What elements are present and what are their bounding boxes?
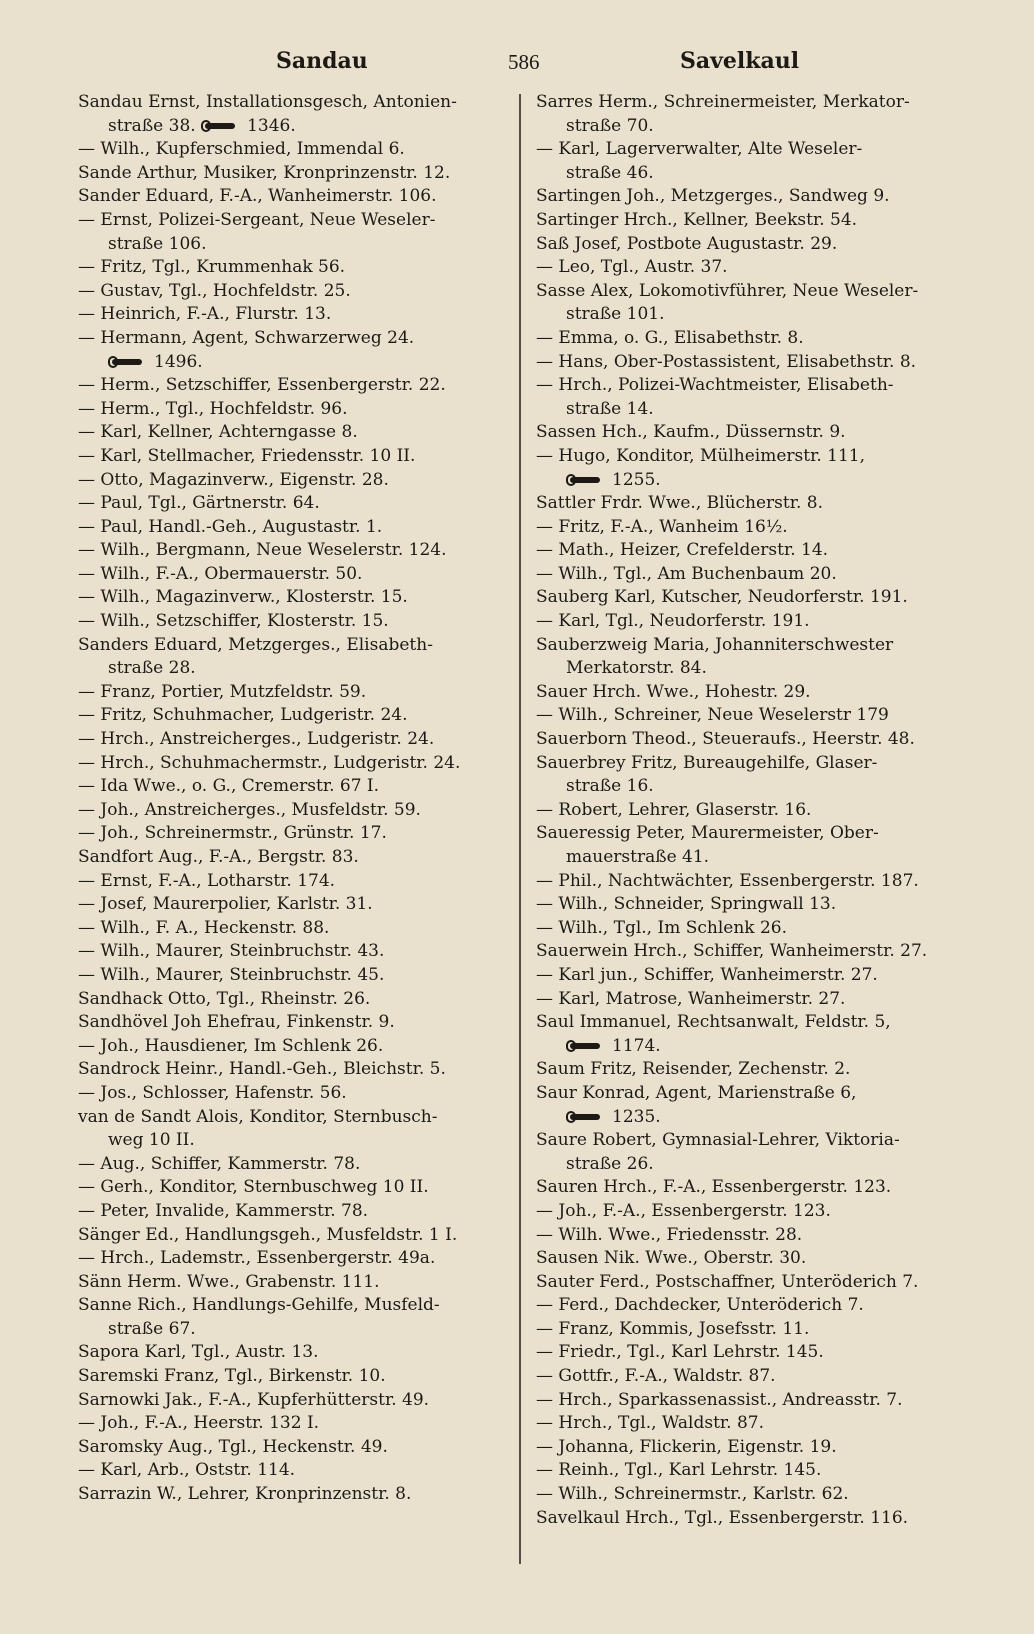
entry-text: — Herm., Tgl., Hochfeldstr. 96. xyxy=(78,398,348,419)
telephone-icon xyxy=(108,356,148,369)
entry-text: — Gerh., Konditor, Sternbuschweg 10 II. xyxy=(78,1177,429,1198)
entry-text: Sartinger Hrch., Kellner, Beekstr. 54. xyxy=(536,209,858,230)
entry-text: Sauerwein Hrch., Schiffer, Wanheimerstr. 27. xyxy=(536,941,928,962)
directory-entry-line xyxy=(536,91,968,115)
entry-text: — Hrch., Schuhmachermstr., Ludgeristr. 24. xyxy=(78,752,461,773)
directory-entry-line xyxy=(78,1483,510,1507)
entry-text: — Aug., Schiffer, Kammerstr. 78. xyxy=(78,1153,361,1174)
entry-text: — Joh., Anstreicherges., Musfeldstr. 59. xyxy=(78,799,421,820)
directory-entry-line xyxy=(78,563,510,587)
entry-text: — Phil., Nachtwächter, Essenbergerstr. 187. xyxy=(536,870,919,891)
directory-entry-line xyxy=(78,1035,510,1059)
entry-text: — Karl, Kellner, Achterngasse 8. xyxy=(78,422,358,443)
entry-text: — Wilh., Setzschiffer, Klosterstr. 15. xyxy=(78,611,389,632)
directory-entry-line xyxy=(536,280,968,304)
directory-entry-line xyxy=(536,398,968,422)
directory-entry-line xyxy=(536,469,968,493)
entry-text: — Hermann, Agent, Schwarzerweg 24. xyxy=(78,327,415,348)
telephone-number: 1496. xyxy=(154,351,203,372)
entry-text: — Hrch., Tgl., Waldstr. 87. xyxy=(536,1413,765,1434)
directory-entry-line xyxy=(78,303,510,327)
directory-entry-line xyxy=(536,1129,968,1153)
entry-text: — Ida Wwe., o. G., Cremerstr. 67 I. xyxy=(78,776,380,797)
telephone-icon xyxy=(566,1040,606,1053)
directory-entry-line xyxy=(536,1341,968,1365)
telephone-icon xyxy=(201,120,241,133)
entry-text: — Robert, Lehrer, Glaserstr. 16. xyxy=(536,799,812,820)
directory-entry-line xyxy=(536,492,968,516)
directory-entry-line xyxy=(78,870,510,894)
entry-text: — Gottfr., F.-A., Waldstr. 87. xyxy=(536,1366,776,1387)
directory-entry-line xyxy=(536,138,968,162)
entry-text: Sander Eduard, F.-A., Wanheimerstr. 106. xyxy=(78,186,437,207)
directory-entry-line xyxy=(536,209,968,233)
directory-entry-line xyxy=(536,1318,968,1342)
directory-entry-line xyxy=(78,1389,510,1413)
directory-entry-line xyxy=(78,162,510,186)
right-column xyxy=(536,91,968,1530)
entry-text: — Paul, Handl.-Geh., Augustastr. 1. xyxy=(78,516,383,537)
entry-text: Saum Fritz, Reisender, Zechenstr. 2. xyxy=(536,1059,851,1080)
entry-text: Sandhack Otto, Tgl., Rheinstr. 26. xyxy=(78,988,371,1009)
entry-text: Sandau Ernst, Installationsgesch, Antonien- xyxy=(78,92,457,112)
column-divider xyxy=(519,94,521,1564)
entry-text: Sauren Hrch., F.-A., Essenbergerstr. 123. xyxy=(536,1177,892,1198)
directory-entry-line xyxy=(536,1507,968,1531)
directory-entry-line xyxy=(536,940,968,964)
directory-entry-line xyxy=(78,1011,510,1035)
entry-text: Sassen Hch., Kaufm., Düssernstr. 9. xyxy=(536,422,846,443)
directory-entry-line xyxy=(78,185,510,209)
entry-text: — Hrch., Anstreicherges., Ludgeristr. 24. xyxy=(78,729,435,750)
entry-text: — Peter, Invalide, Kammerstr. 78. xyxy=(78,1200,369,1221)
directory-entry-line xyxy=(536,799,968,823)
directory-entry-line xyxy=(536,185,968,209)
entry-text: — Wilh., Tgl., Am Buchenbaum 20. xyxy=(536,563,837,584)
telephone-number: 1346. xyxy=(247,115,296,136)
entry-text: Sausen Nik. Wwe., Oberstr. 30. xyxy=(536,1248,807,1269)
directory-entry-line xyxy=(536,1058,968,1082)
directory-entry-line xyxy=(78,280,510,304)
directory-entry-line xyxy=(536,964,968,988)
directory-entry-line xyxy=(536,610,968,634)
entry-text: Saur Konrad, Agent, Marienstraße 6, xyxy=(536,1082,857,1103)
entry-text: — Ernst, F.-A., Lotharstr. 174. xyxy=(78,870,336,891)
directory-entry-line xyxy=(78,138,510,162)
directory-entry-line xyxy=(536,657,968,681)
entry-text: Sarres Herm., Schreinermeister, Merkator- xyxy=(536,92,910,112)
directory-entry-line xyxy=(78,728,510,752)
directory-entry-line xyxy=(78,657,510,681)
entry-text: Sauer Hrch. Wwe., Hohestr. 29. xyxy=(536,681,811,702)
directory-entry-line xyxy=(536,1153,968,1177)
directory-entry-line xyxy=(536,634,968,658)
directory-entry-line xyxy=(78,469,510,493)
entry-text: straße 106. xyxy=(108,233,207,254)
directory-entry-line xyxy=(78,1058,510,1082)
directory-entry-line xyxy=(78,1129,510,1153)
directory-entry-line xyxy=(78,445,510,469)
directory-entry-line xyxy=(536,752,968,776)
left-column xyxy=(78,91,510,1507)
entry-text: — Joh., Schreinermstr., Grünstr. 17. xyxy=(78,823,387,844)
directory-entry-line xyxy=(78,704,510,728)
entry-text: Sänn Herm. Wwe., Grabenstr. 111. xyxy=(78,1271,380,1292)
directory-entry-line xyxy=(536,1247,968,1271)
entry-text: — Karl jun., Schiffer, Wanheimerstr. 27. xyxy=(536,964,878,985)
directory-entry-line xyxy=(536,1389,968,1413)
entry-text: Saß Josef, Postbote Augustastr. 29. xyxy=(536,233,838,254)
directory-entry-line xyxy=(536,1082,968,1106)
directory-entry-line xyxy=(78,1436,510,1460)
directory-entry-line xyxy=(78,846,510,870)
directory-entry-line xyxy=(78,351,510,375)
directory-entry-line xyxy=(78,1318,510,1342)
entry-text: — Hugo, Konditor, Mülheimerstr. 111, xyxy=(536,445,866,466)
directory-entry-line xyxy=(78,1224,510,1248)
entry-text: — Paul, Tgl., Gärtnerstr. 64. xyxy=(78,493,320,514)
directory-entry-line xyxy=(78,516,510,540)
directory-entry-line xyxy=(78,893,510,917)
directory-entry-line xyxy=(536,704,968,728)
entry-text: — Franz, Kommis, Josefsstr. 11. xyxy=(536,1318,810,1339)
directory-entry-line xyxy=(78,1082,510,1106)
directory-entry-line xyxy=(536,1035,968,1059)
directory-entry-line xyxy=(536,728,968,752)
directory-entry-line xyxy=(78,398,510,422)
entry-text: straße 101. xyxy=(566,304,665,325)
directory-entry-line xyxy=(78,1106,510,1130)
directory-entry-line xyxy=(78,940,510,964)
header-right-keyword: Savelkaul xyxy=(680,48,800,74)
directory-entry-line xyxy=(536,1011,968,1035)
entry-text: Sandhövel Joh Ehefrau, Finkenstr. 9. xyxy=(78,1012,395,1033)
directory-entry-line xyxy=(78,610,510,634)
entry-text: — Wilh., Schneider, Springwall 13. xyxy=(536,894,837,915)
directory-entry-line xyxy=(536,256,968,280)
directory-entry-line xyxy=(78,681,510,705)
entry-text: Sattler Frdr. Wwe., Blücherstr. 8. xyxy=(536,493,824,514)
entry-text: straße 26. xyxy=(566,1153,654,1174)
directory-entry-line xyxy=(78,374,510,398)
directory-entry-line xyxy=(78,1271,510,1295)
directory-entry-line xyxy=(78,822,510,846)
telephone-number: 1235. xyxy=(612,1106,661,1127)
entry-text: Sauerborn Theod., Steueraufs., Heerstr. 48. xyxy=(536,729,915,750)
telephone-number: 1174. xyxy=(612,1035,661,1056)
entry-text: Sauerbrey Fritz, Bureaugehilfe, Glaser- xyxy=(536,752,878,773)
entry-text: — Gustav, Tgl., Hochfeldstr. 25. xyxy=(78,280,351,301)
directory-entry-line xyxy=(78,1200,510,1224)
entry-text: — Wilh., Magazinverw., Klosterstr. 15. xyxy=(78,587,408,608)
directory-entry-line xyxy=(536,563,968,587)
directory-entry-line xyxy=(536,1176,968,1200)
entry-text: — Wilh. Wwe., Friedensstr. 28. xyxy=(536,1224,803,1245)
entry-text: — Ernst, Polizei-Sergeant, Neue Weseler- xyxy=(78,209,436,230)
directory-entry-line xyxy=(78,327,510,351)
entry-text: — Ferd., Dachdecker, Unteröderich 7. xyxy=(536,1295,864,1316)
entry-text: Sauter Ferd., Postschaffner, Unteröderich 7. xyxy=(536,1271,919,1292)
directory-entry-line xyxy=(78,917,510,941)
directory-entry-line xyxy=(78,421,510,445)
directory-entry-line xyxy=(536,162,968,186)
entry-text: — Jos., Schlosser, Hafenstr. 56. xyxy=(78,1082,347,1103)
header-left-keyword: Sandau xyxy=(276,48,368,74)
entry-text: Sanne Rich., Handlungs-Gehilfe, Musfeld- xyxy=(78,1295,440,1316)
entry-text: — Herm., Setzschiffer, Essenbergerstr. 22. xyxy=(78,375,446,396)
directory-entry-line xyxy=(536,1459,968,1483)
directory-entry-line xyxy=(536,374,968,398)
directory-entry-line xyxy=(78,1294,510,1318)
directory-entry-line xyxy=(536,539,968,563)
entry-text: — Franz, Portier, Mutzfeldstr. 59. xyxy=(78,681,367,702)
entry-text: straße 46. xyxy=(566,162,654,183)
entry-text: straße 70. xyxy=(566,115,654,136)
directory-entry-line xyxy=(78,634,510,658)
entry-text: — Karl, Arb., Oststr. 114. xyxy=(78,1460,296,1481)
entry-text: mauerstraße 41. xyxy=(566,847,710,867)
entry-text: — Fritz, Schuhmacher, Ludgeristr. 24. xyxy=(78,705,408,726)
directory-entry-line xyxy=(536,233,968,257)
telephone-number: 1255. xyxy=(612,469,661,490)
entry-text: — Joh., F.-A., Essenbergerstr. 123. xyxy=(536,1200,831,1221)
entry-text: Sarnowki Jak., F.-A., Kupferhütterstr. 49. xyxy=(78,1389,430,1410)
entry-text: — Emma, o. G., Elisabethstr. 8. xyxy=(536,327,804,348)
entry-text: — Fritz, F.-A., Wanheim 16½. xyxy=(536,516,788,537)
entry-text: — Karl, Tgl., Neudorferstr. 191. xyxy=(536,611,810,632)
entry-text: Sänger Ed., Handlungsgeh., Musfeldstr. 1 I. xyxy=(78,1224,458,1245)
directory-entry-line xyxy=(536,846,968,870)
directory-entry-line xyxy=(536,1436,968,1460)
directory-entry-line xyxy=(78,964,510,988)
directory-entry-line xyxy=(78,586,510,610)
entry-text: Sandrock Heinr., Handl.-Geh., Bleichstr. 5. xyxy=(78,1059,446,1080)
entry-text: — Karl, Lagerverwalter, Alte Weseler- xyxy=(536,139,863,160)
entry-text: — Friedr., Tgl., Karl Lehrstr. 145. xyxy=(536,1342,824,1363)
entry-text: Sande Arthur, Musiker, Kronprinzenstr. 12. xyxy=(78,162,451,183)
entry-text: — Joh., Hausdiener, Im Schlenk 26. xyxy=(78,1035,384,1056)
entry-text: Sanders Eduard, Metzgerges., Elisabeth- xyxy=(78,634,433,655)
entry-text: Sandfort Aug., F.-A., Bergstr. 83. xyxy=(78,847,359,867)
directory-entry-line xyxy=(78,775,510,799)
directory-entry-line xyxy=(536,351,968,375)
directory-entry-line xyxy=(536,421,968,445)
entry-text: Sarrazin W., Lehrer, Kronprinzenstr. 8. xyxy=(78,1484,412,1505)
entry-text: — Karl, Matrose, Wanheimerstr. 27. xyxy=(536,988,846,1009)
entry-text: — Hrch., Sparkassenassist., Andreasstr. 7. xyxy=(536,1389,903,1410)
entry-text: straße 67. xyxy=(108,1318,196,1339)
directory-entry-line xyxy=(536,1106,968,1130)
directory-entry-line xyxy=(78,233,510,257)
entry-text: — Josef, Maurerpolier, Karlstr. 31. xyxy=(78,894,373,915)
directory-entry-line xyxy=(536,822,968,846)
entry-text: — Wilh., Schreiner, Neue Weselerstr 179 xyxy=(536,705,889,726)
directory-entry-line xyxy=(78,256,510,280)
directory-entry-line xyxy=(536,1294,968,1318)
directory-entry-line xyxy=(536,893,968,917)
directory-entry-line xyxy=(78,209,510,233)
telephone-icon xyxy=(566,1111,606,1124)
page-header xyxy=(78,48,970,84)
entry-text: van de Sandt Alois, Konditor, Sternbusch- xyxy=(78,1106,438,1127)
entry-text: Saueressig Peter, Maurermeister, Ober- xyxy=(536,823,879,844)
directory-entry-line xyxy=(536,445,968,469)
directory-entry-line xyxy=(78,1153,510,1177)
directory-entry-line xyxy=(78,539,510,563)
entry-text: — Karl, Stellmacher, Friedensstr. 10 II. xyxy=(78,445,416,466)
entry-text: — Hrch., Lademstr., Essenbergerstr. 49a. xyxy=(78,1248,436,1269)
directory-entry-line xyxy=(536,917,968,941)
entry-text: Saromsky Aug., Tgl., Heckenstr. 49. xyxy=(78,1436,388,1457)
directory-entry-line xyxy=(78,91,510,115)
entry-text: Saure Robert, Gymnasial-Lehrer, Viktoria- xyxy=(536,1130,900,1151)
directory-entry-line xyxy=(536,681,968,705)
entry-text: — Wilh., F.-A., Obermauerstr. 50. xyxy=(78,563,363,584)
directory-entry-line xyxy=(78,1341,510,1365)
entry-text: — Hans, Ober-Postassistent, Elisabethstr. 8. xyxy=(536,351,917,372)
entry-text: — Wilh., Schreinermstr., Karlstr. 62. xyxy=(536,1484,849,1505)
entry-text: Sapora Karl, Tgl., Austr. 13. xyxy=(78,1342,319,1363)
directory-entry-line xyxy=(78,752,510,776)
directory-entry-line xyxy=(78,1247,510,1271)
entry-text: — Hrch., Polizei-Wachtmeister, Elisabeth- xyxy=(536,375,894,396)
directory-entry-line xyxy=(78,1459,510,1483)
telephone-icon xyxy=(566,474,606,487)
entry-text: — Joh., F.-A., Heerstr. 132 I. xyxy=(78,1413,320,1434)
directory-entry-line xyxy=(536,1200,968,1224)
directory-entry-line xyxy=(536,1365,968,1389)
entry-text: — Wilh., Maurer, Steinbruchstr. 43. xyxy=(78,941,385,962)
directory-entry-line xyxy=(536,303,968,327)
directory-entry-line xyxy=(536,1224,968,1248)
directory-entry-line xyxy=(78,799,510,823)
entry-text: Saremski Franz, Tgl., Birkenstr. 10. xyxy=(78,1366,386,1387)
entry-text: — Johanna, Flickerin, Eigenstr. 19. xyxy=(536,1436,837,1457)
entry-text: Sauberg Karl, Kutscher, Neudorferstr. 191. xyxy=(536,587,908,608)
directory-entry-line xyxy=(536,775,968,799)
entry-text: — Math., Heizer, Crefelderstr. 14. xyxy=(536,540,829,561)
directory-entry-line xyxy=(78,1365,510,1389)
entry-text: — Wilh., Tgl., Im Schlenk 26. xyxy=(536,917,788,938)
directory-entry-line xyxy=(536,1483,968,1507)
entry-text: straße 28. xyxy=(108,658,196,679)
entry-text: Sauberzweig Maria, Johanniterschwester xyxy=(536,634,894,655)
directory-entry-line xyxy=(536,1412,968,1436)
entry-text: — Heinrich, F.-A., Flurstr. 13. xyxy=(78,304,332,325)
directory-entry-line xyxy=(78,988,510,1012)
entry-text: — Wilh., Kupferschmied, Immendal 6. xyxy=(78,139,405,160)
entry-text: straße 16. xyxy=(566,776,654,797)
directory-entry-line xyxy=(536,1271,968,1295)
entry-text: — Leo, Tgl., Austr. 37. xyxy=(536,257,728,278)
entry-text: — Fritz, Tgl., Krummenhak 56. xyxy=(78,257,346,278)
entry-text: straße 14. xyxy=(566,398,654,419)
entry-text: weg 10 II. xyxy=(108,1130,195,1151)
directory-entry-line xyxy=(536,586,968,610)
directory-entry-line xyxy=(536,870,968,894)
directory-entry-line xyxy=(78,1176,510,1200)
directory-entry-line xyxy=(536,115,968,139)
entry-text: Savelkaul Hrch., Tgl., Essenbergerstr. 116. xyxy=(536,1507,909,1528)
entry-text: Sasse Alex, Lokomotivführer, Neue Weseler- xyxy=(536,280,919,301)
directory-entry-line xyxy=(78,1412,510,1436)
entry-text: — Wilh., Bergmann, Neue Weselerstr. 124. xyxy=(78,540,447,561)
entry-text: straße 38. xyxy=(108,115,196,136)
entry-text: — Wilh., Maurer, Steinbruchstr. 45. xyxy=(78,964,385,985)
entry-text: Merkatorstr. 84. xyxy=(566,658,707,679)
page-number: 586 xyxy=(508,50,540,74)
directory-entry-line xyxy=(536,988,968,1012)
directory-entry-line xyxy=(536,327,968,351)
directory-entry-line xyxy=(78,115,510,139)
entry-text: — Wilh., F. A., Heckenstr. 88. xyxy=(78,917,330,938)
entry-text: Sartingen Joh., Metzgerges., Sandweg 9. xyxy=(536,186,890,207)
directory-entry-line xyxy=(78,492,510,516)
entry-text: — Otto, Magazinverw., Eigenstr. 28. xyxy=(78,469,389,490)
entry-text: Saul Immanuel, Rechtsanwalt, Feldstr. 5, xyxy=(536,1012,891,1033)
entry-text: — Reinh., Tgl., Karl Lehrstr. 145. xyxy=(536,1460,822,1481)
directory-entry-line xyxy=(536,516,968,540)
